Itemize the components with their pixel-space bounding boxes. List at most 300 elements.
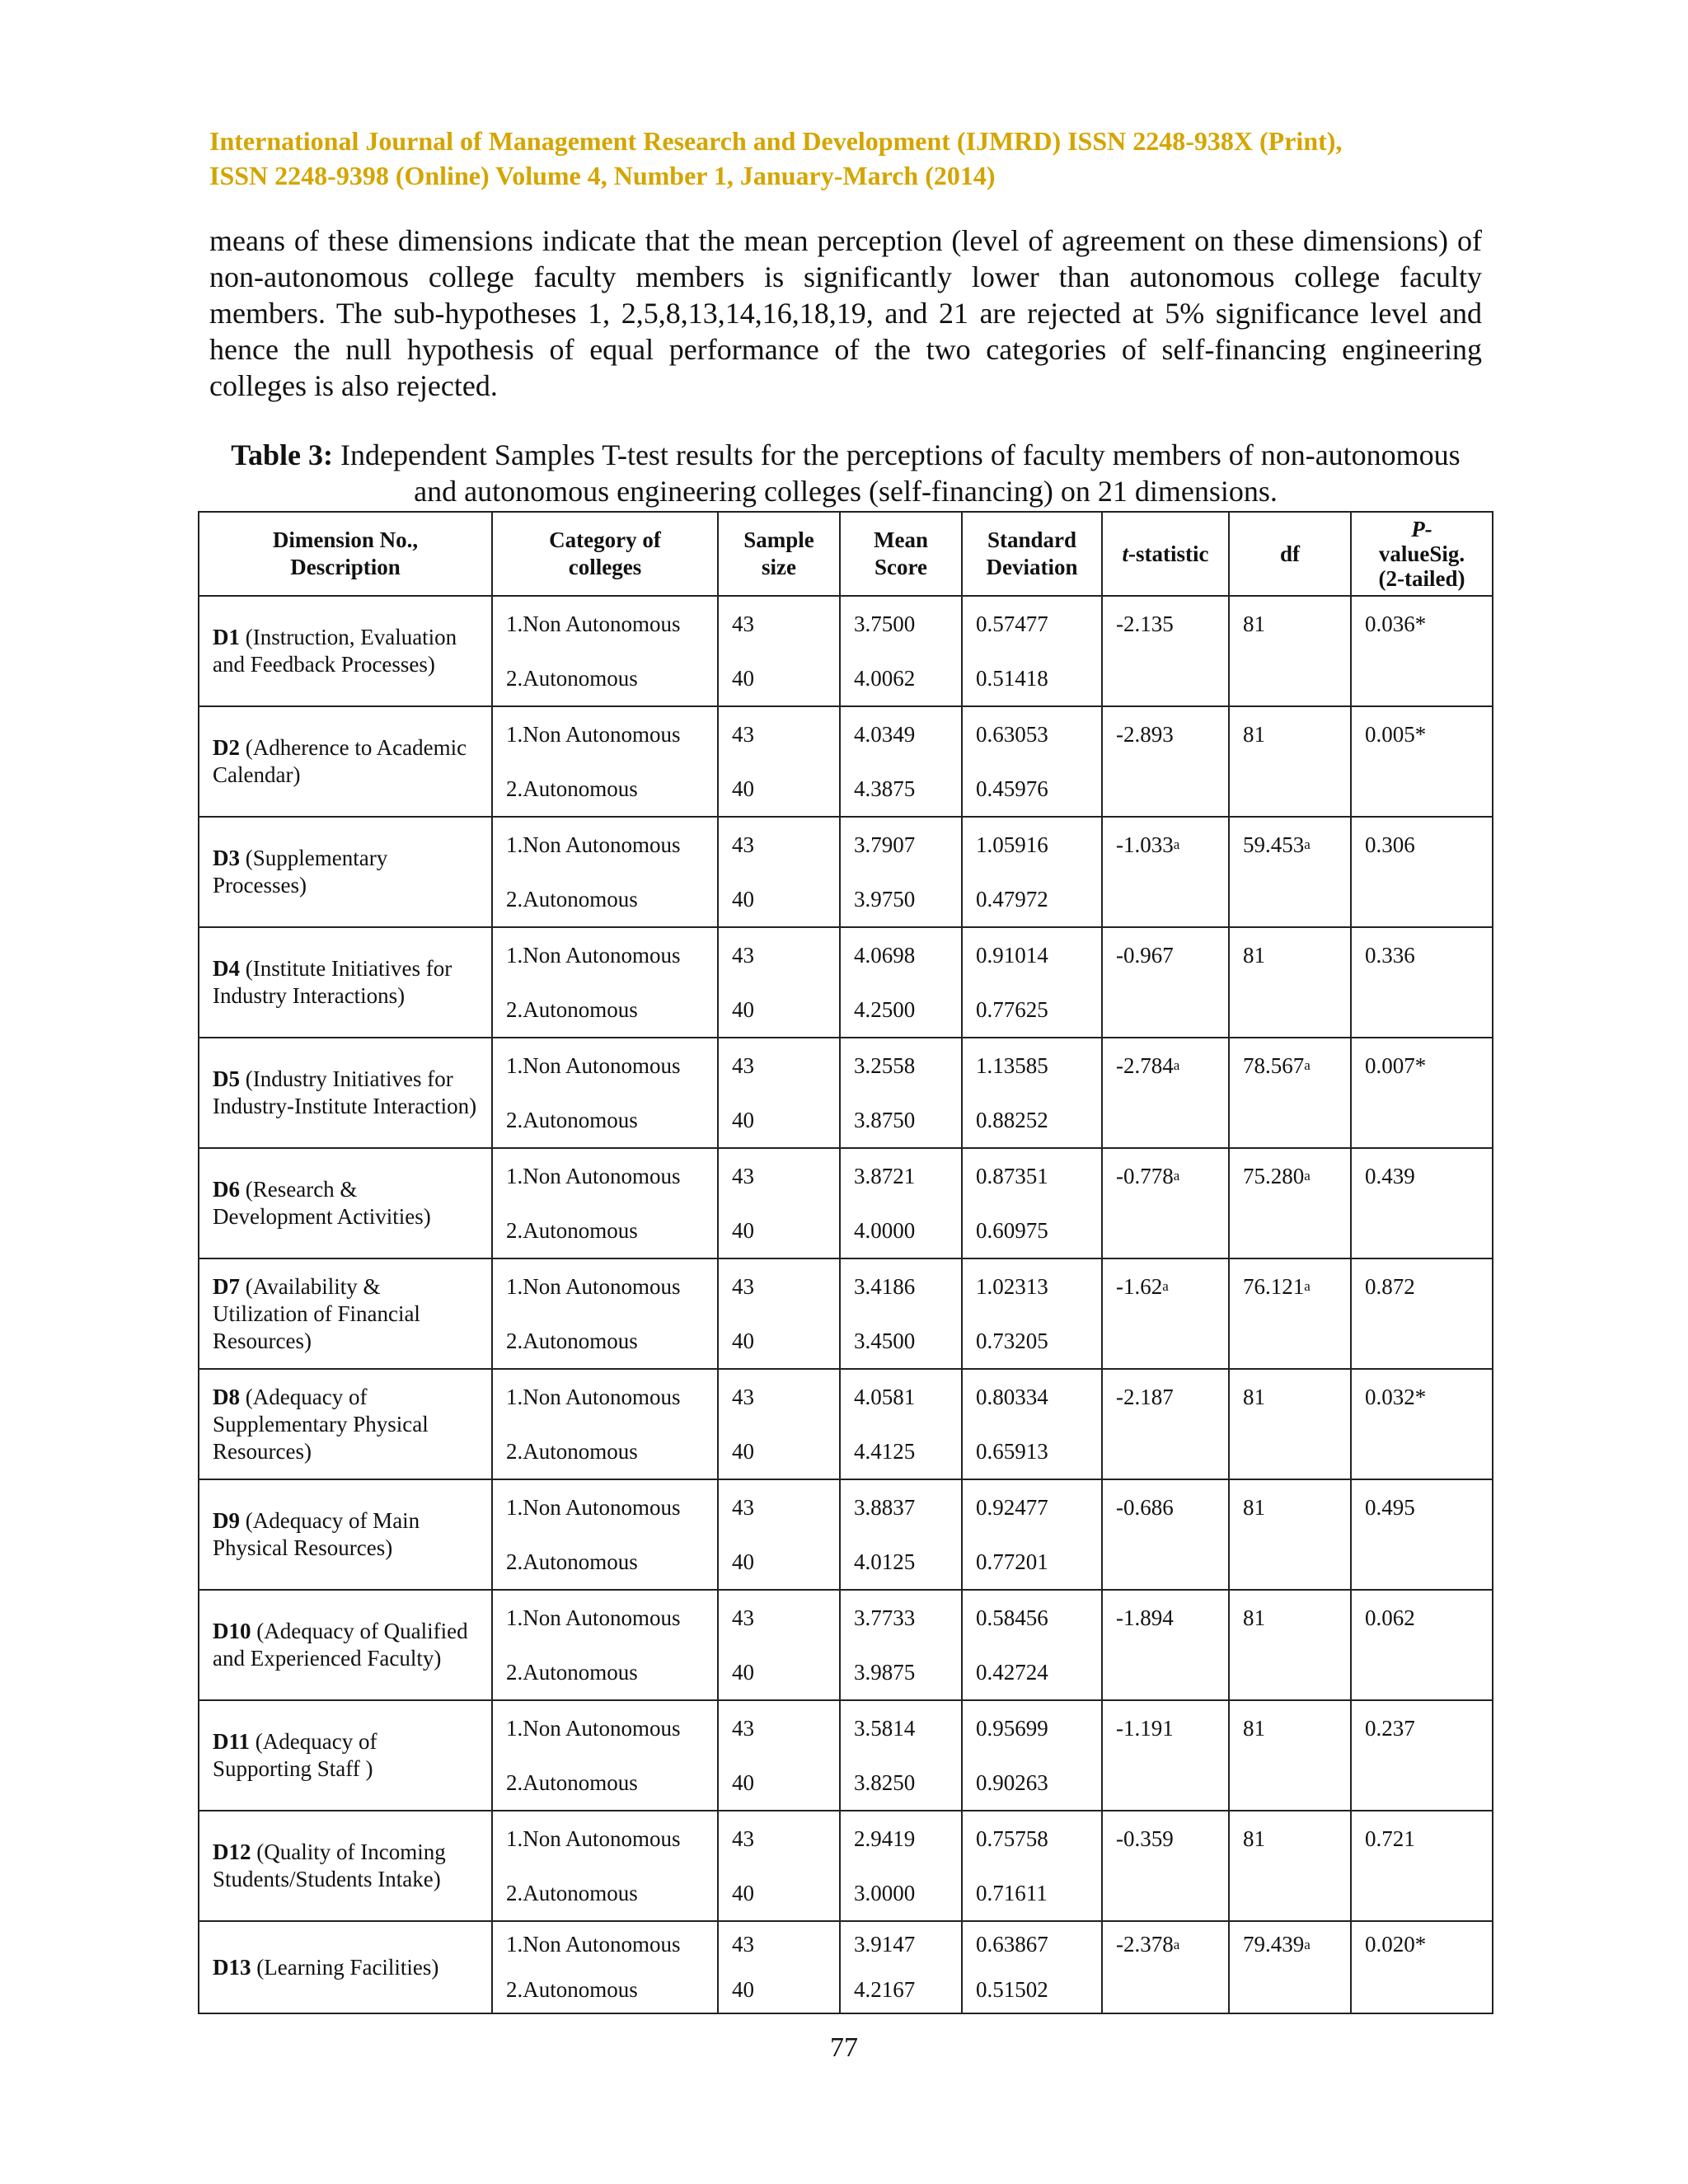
p-value: 0.032* <box>1365 1384 1427 1409</box>
mean-score-cell <box>840 927 962 1038</box>
sample-size-1: 43 <box>732 832 754 857</box>
std-dev-1: 0.63053 <box>976 721 1048 747</box>
sample-size-cell <box>718 927 840 1038</box>
df: 59.453 a <box>1243 832 1311 857</box>
p-value-cell <box>1351 1700 1493 1811</box>
std-dev-2: 0.60975 <box>976 1217 1048 1243</box>
std-dev-1: 0.92477 <box>976 1494 1048 1520</box>
table-caption <box>209 437 1482 509</box>
dimension-cell <box>199 706 492 817</box>
t-statistic: -1.894 <box>1116 1605 1174 1630</box>
dimension-id: D13 <box>213 1954 251 1980</box>
journal-header-line2: ISSN 2248-9398 (Online) Volume 4, Number 1, January-March (2014) <box>209 161 996 190</box>
std-dev-2: 0.65913 <box>976 1438 1048 1464</box>
df-cell <box>1229 1700 1351 1811</box>
sample-size-1: 43 <box>732 1273 754 1299</box>
category-cell <box>492 1921 718 2013</box>
mean-score-2: 4.2500 <box>854 996 916 1022</box>
category-cell <box>492 1811 718 1921</box>
std-dev-1: 1.05916 <box>976 832 1048 857</box>
p-value-cell <box>1351 1369 1493 1479</box>
dimension-desc: (Institute Initiatives for Industry Interactions) <box>213 956 452 1008</box>
col-header-category: Category of colleges <box>492 512 718 596</box>
sample-size-1: 43 <box>732 611 754 636</box>
mean-score-2: 3.9750 <box>854 886 916 912</box>
std-dev-2: 0.77625 <box>976 996 1048 1022</box>
p-value-cell <box>1351 1038 1493 1148</box>
dimension-id: D6 <box>213 1177 240 1202</box>
sample-size-2: 40 <box>732 1217 754 1243</box>
col-header-sample-size: Sample size <box>718 512 840 596</box>
std-dev-1: 0.95699 <box>976 1715 1048 1741</box>
sample-size-2: 40 <box>732 665 754 691</box>
dimension-desc: (Adequacy of Main Physical Resources) <box>213 1508 420 1560</box>
journal-header-line1: International Journal of Management Research and Development (IJMRD) ISSN 2248-938X (Print), <box>209 126 1343 156</box>
df: 78.567 a <box>1243 1052 1311 1078</box>
dimension-cell <box>199 1811 492 1921</box>
mean-score-2: 3.9875 <box>854 1659 916 1685</box>
category-2: 2.Autonomous <box>506 1438 638 1464</box>
dimension-id: D7 <box>213 1273 240 1299</box>
category-2: 2.Autonomous <box>506 1880 638 1905</box>
mean-score-2: 3.4500 <box>854 1328 916 1353</box>
t-statistic: -2.784 a <box>1116 1052 1180 1078</box>
dimension-cell <box>199 596 492 706</box>
category-2: 2.Autonomous <box>506 776 638 801</box>
mean-score-1: 3.8721 <box>854 1163 916 1188</box>
journal-header <box>209 124 1495 193</box>
category-1: 1.Non Autonomous <box>506 721 681 747</box>
p-value: 0.036* <box>1365 611 1427 636</box>
sample-size-2: 40 <box>732 776 754 801</box>
category-cell <box>492 1369 718 1479</box>
category-1: 1.Non Autonomous <box>506 1163 681 1188</box>
df-cell <box>1229 1811 1351 1921</box>
table-row <box>199 1921 1493 2013</box>
t-statistic: -1.62 a <box>1116 1273 1169 1299</box>
col-header-df: df <box>1229 512 1351 596</box>
df: 81 <box>1243 611 1265 636</box>
table-row <box>199 596 1493 706</box>
t-statistic-cell <box>1102 1811 1229 1921</box>
sample-size-cell <box>718 1148 840 1258</box>
mean-score-cell <box>840 1258 962 1369</box>
category-cell <box>492 1479 718 1590</box>
sample-size-1: 43 <box>732 1932 754 1957</box>
mean-score-1: 2.9419 <box>854 1825 916 1851</box>
dimension-desc: (Adequacy of Supplementary Physical Resources) <box>213 1384 429 1464</box>
sample-size-cell <box>718 1258 840 1369</box>
std-dev-cell <box>962 1148 1102 1258</box>
p-value-cell <box>1351 1921 1493 2013</box>
mean-score-cell <box>840 1369 962 1479</box>
dimension-desc: (Instruction, Evaluation and Feedback Processes) <box>213 625 457 677</box>
mean-score-2: 3.8750 <box>854 1107 916 1132</box>
df: 81 <box>1243 1384 1265 1409</box>
sample-size-cell <box>718 1038 840 1148</box>
table-row <box>199 1811 1493 1921</box>
col-header-t-statistic: t-statistic <box>1102 512 1229 596</box>
std-dev-cell <box>962 1590 1102 1700</box>
category-1: 1.Non Autonomous <box>506 1273 681 1299</box>
std-dev-cell <box>962 1921 1102 2013</box>
t-statistic-cell <box>1102 1148 1229 1258</box>
category-2: 2.Autonomous <box>506 1328 638 1353</box>
sample-size-2: 40 <box>732 1769 754 1795</box>
t-statistic-cell <box>1102 596 1229 706</box>
mean-score-1: 3.8837 <box>854 1494 916 1520</box>
category-1: 1.Non Autonomous <box>506 1932 681 1957</box>
sample-size-2: 40 <box>732 1880 754 1905</box>
p-value-cell <box>1351 817 1493 927</box>
p-value: 0.237 <box>1365 1715 1415 1741</box>
mean-score-2: 4.0000 <box>854 1217 916 1243</box>
df-cell <box>1229 817 1351 927</box>
dimension-desc: (Industry Initiatives for Industry-Institute Interaction) <box>213 1066 477 1118</box>
std-dev-cell <box>962 596 1102 706</box>
df: 81 <box>1243 721 1265 747</box>
t-statistic-cell <box>1102 817 1229 927</box>
results-table <box>198 511 1493 2014</box>
sample-size-2: 40 <box>732 1977 754 2002</box>
table-row <box>199 1038 1493 1148</box>
mean-score-2: 4.4125 <box>854 1438 916 1464</box>
dimension-cell <box>199 1700 492 1811</box>
sample-size-cell <box>718 1811 840 1921</box>
dimension-id: D3 <box>213 846 240 870</box>
sample-size-cell <box>718 1590 840 1700</box>
dimension-id: D1 <box>213 625 240 649</box>
mean-score-2: 4.0125 <box>854 1549 916 1574</box>
p-value: 0.007* <box>1365 1052 1427 1078</box>
category-1: 1.Non Autonomous <box>506 1605 681 1630</box>
t-statistic: -0.359 <box>1116 1825 1174 1851</box>
sample-size-cell <box>718 1700 840 1811</box>
df-cell <box>1229 596 1351 706</box>
dimension-id: D2 <box>213 735 240 760</box>
sample-size-2: 40 <box>732 1328 754 1353</box>
std-dev-2: 0.45976 <box>976 776 1048 801</box>
dimension-desc: (Research & Development Activities) <box>213 1177 431 1229</box>
std-dev-cell <box>962 1038 1102 1148</box>
dimension-cell <box>199 1369 492 1479</box>
std-dev-2: 0.73205 <box>976 1328 1048 1353</box>
category-cell <box>492 1038 718 1148</box>
p-value-cell <box>1351 596 1493 706</box>
std-dev-2: 0.77201 <box>976 1549 1048 1574</box>
mean-score-1: 3.9147 <box>854 1932 916 1957</box>
dimension-cell <box>199 1258 492 1369</box>
p-value: 0.062 <box>1365 1605 1415 1630</box>
sample-size-2: 40 <box>732 1107 754 1132</box>
t-statistic-cell <box>1102 1479 1229 1590</box>
category-1: 1.Non Autonomous <box>506 1052 681 1078</box>
df: 81 <box>1243 942 1265 968</box>
sample-size-cell <box>718 706 840 817</box>
df-cell <box>1229 1479 1351 1590</box>
category-cell <box>492 817 718 927</box>
p-value: 0.306 <box>1365 832 1415 857</box>
t-statistic: -1.033 a <box>1116 832 1180 857</box>
body-paragraph: means of these dimensions indicate that the mean perception (level of agreement on these dimensions) of non-autonomous college faculty members is significantly lower than autonomous college faculty members. The sub-hypotheses 1, 2,5,8,13,14,16,18,19, and 21 are rejected at 5% significance level and hence the null hypothesis of equal performance of the two categories of self-financing engineering colleges is also rejected. <box>209 224 1482 402</box>
table-row <box>199 817 1493 927</box>
category-2: 2.Autonomous <box>506 1769 638 1795</box>
category-2: 2.Autonomous <box>506 665 638 691</box>
sample-size-2: 40 <box>732 886 754 912</box>
t-statistic: -2.893 <box>1116 721 1174 747</box>
dimension-desc: (Supplementary Processes) <box>213 846 388 898</box>
dimension-desc: (Adequacy of Qualified and Experienced Faculty) <box>213 1619 468 1671</box>
mean-score-cell <box>840 1700 962 1811</box>
sample-size-2: 40 <box>732 1438 754 1464</box>
dimension-cell <box>199 927 492 1038</box>
category-cell <box>492 1590 718 1700</box>
std-dev-1: 0.87351 <box>976 1163 1048 1188</box>
t-statistic: -2.378 a <box>1116 1932 1180 1957</box>
sample-size-2: 40 <box>732 1549 754 1574</box>
t-statistic-cell <box>1102 1038 1229 1148</box>
mean-score-2: 3.8250 <box>854 1769 916 1795</box>
std-dev-2: 0.71611 <box>976 1880 1048 1905</box>
t-statistic-cell <box>1102 1921 1229 2013</box>
category-2: 2.Autonomous <box>506 1107 638 1132</box>
t-statistic-cell <box>1102 927 1229 1038</box>
dimension-desc: (Adequacy of Supporting Staff ) <box>213 1729 377 1781</box>
mean-score-1: 3.4186 <box>854 1273 916 1299</box>
mean-score-2: 3.0000 <box>854 1880 916 1905</box>
std-dev-1: 0.75758 <box>976 1825 1048 1851</box>
dimension-cell <box>199 1590 492 1700</box>
category-cell <box>492 1148 718 1258</box>
std-dev-2: 0.42724 <box>976 1659 1048 1685</box>
std-dev-1: 0.63867 <box>976 1932 1048 1957</box>
category-cell <box>492 1700 718 1811</box>
sample-size-1: 43 <box>732 1384 754 1409</box>
p-value: 0.336 <box>1365 942 1415 968</box>
t-statistic-cell <box>1102 1590 1229 1700</box>
table-row <box>199 1369 1493 1479</box>
p-value: 0.020* <box>1365 1932 1427 1957</box>
category-cell <box>492 596 718 706</box>
std-dev-cell <box>962 1369 1102 1479</box>
table-caption-text: Independent Samples T-test results for the perceptions of faculty members of non-autonomous and autonomous engineering colleges (self-financing) on 21 dimensions. <box>340 438 1461 508</box>
mean-score-1: 3.7500 <box>854 611 916 636</box>
p-value-cell <box>1351 706 1493 817</box>
category-1: 1.Non Autonomous <box>506 1384 681 1409</box>
page-number: 77 <box>830 2032 858 2063</box>
table-row <box>199 927 1493 1038</box>
df-cell <box>1229 1921 1351 2013</box>
p-value-cell <box>1351 1258 1493 1369</box>
df-cell <box>1229 927 1351 1038</box>
mean-score-cell <box>840 1590 962 1700</box>
dimension-cell <box>199 1038 492 1148</box>
table-body <box>199 596 1493 2013</box>
t-statistic: -0.686 <box>1116 1494 1174 1520</box>
sample-size-1: 43 <box>732 1052 754 1078</box>
t-statistic-cell <box>1102 706 1229 817</box>
mean-score-cell <box>840 596 962 706</box>
t-statistic: -2.187 <box>1116 1384 1174 1409</box>
sample-size-cell <box>718 817 840 927</box>
mean-score-1: 4.0349 <box>854 721 916 747</box>
dimension-id: D10 <box>213 1619 251 1643</box>
sample-size-2: 40 <box>732 996 754 1022</box>
category-1: 1.Non Autonomous <box>506 1494 681 1520</box>
std-dev-cell <box>962 1811 1102 1921</box>
table-caption-label: Table 3: <box>231 438 333 471</box>
t-statistic: -1.191 <box>1116 1715 1174 1741</box>
p-value: 0.005* <box>1365 721 1427 747</box>
std-dev-1: 1.13585 <box>976 1052 1048 1078</box>
table-row <box>199 1700 1493 1811</box>
table-row <box>199 706 1493 817</box>
sample-size-2: 40 <box>732 1659 754 1685</box>
sample-size-cell <box>718 596 840 706</box>
t-statistic-cell <box>1102 1369 1229 1479</box>
mean-score-2: 4.0062 <box>854 665 916 691</box>
col-header-p-value: P- valueSig. (2-tailed) <box>1351 512 1493 596</box>
sample-size-1: 43 <box>732 1715 754 1741</box>
std-dev-2: 0.51502 <box>976 1977 1048 2002</box>
dimension-cell <box>199 1921 492 2013</box>
df: 75.280 a <box>1243 1163 1311 1188</box>
sample-size-1: 43 <box>732 1494 754 1520</box>
sample-size-1: 43 <box>732 1605 754 1630</box>
dimension-cell <box>199 1479 492 1590</box>
table-row <box>199 1479 1493 1590</box>
dimension-id: D5 <box>213 1066 240 1091</box>
df-cell <box>1229 1038 1351 1148</box>
category-cell <box>492 927 718 1038</box>
df-cell <box>1229 1369 1351 1479</box>
dimension-desc: (Quality of Incoming Students/Students Intake) <box>213 1840 446 1891</box>
dimension-id: D4 <box>213 956 240 981</box>
p-value-cell <box>1351 1811 1493 1921</box>
df: 81 <box>1243 1825 1265 1851</box>
std-dev-cell <box>962 927 1102 1038</box>
category-1: 1.Non Autonomous <box>506 611 681 636</box>
col-header-std-dev: Standard Deviation <box>962 512 1102 596</box>
std-dev-2: 0.90263 <box>976 1769 1048 1795</box>
p-value: 0.495 <box>1365 1494 1415 1520</box>
category-1: 1.Non Autonomous <box>506 1825 681 1851</box>
p-value-cell <box>1351 1148 1493 1258</box>
t-statistic: -0.778 a <box>1116 1163 1180 1188</box>
col-header-dimension: Dimension No., Description <box>199 512 492 596</box>
table-row <box>199 1590 1493 1700</box>
p-value-cell <box>1351 1590 1493 1700</box>
sample-size-1: 43 <box>732 721 754 747</box>
mean-score-2: 4.2167 <box>854 1977 916 2002</box>
p-value: 0.872 <box>1365 1273 1415 1299</box>
category-2: 2.Autonomous <box>506 886 638 912</box>
df: 76.121 a <box>1243 1273 1311 1299</box>
df-cell <box>1229 706 1351 817</box>
dimension-desc: (Adherence to Academic Calendar) <box>213 735 467 787</box>
std-dev-2: 0.47972 <box>976 886 1048 912</box>
std-dev-1: 1.02313 <box>976 1273 1048 1299</box>
mean-score-cell <box>840 1479 962 1590</box>
dimension-id: D9 <box>213 1508 240 1533</box>
std-dev-cell <box>962 817 1102 927</box>
std-dev-cell <box>962 1700 1102 1811</box>
df-cell <box>1229 1258 1351 1369</box>
dimension-desc: (Availability & Utilization of Financial Resources) <box>213 1273 420 1353</box>
sample-size-1: 43 <box>732 1825 754 1851</box>
p-value: 0.721 <box>1365 1825 1415 1851</box>
dimension-id: D11 <box>213 1729 251 1754</box>
mean-score-1: 3.5814 <box>854 1715 916 1741</box>
mean-score-cell <box>840 1148 962 1258</box>
std-dev-1: 0.91014 <box>976 942 1048 968</box>
category-2: 2.Autonomous <box>506 1659 638 1685</box>
df-cell <box>1229 1148 1351 1258</box>
t-statistic: -0.967 <box>1116 942 1174 968</box>
sample-size-1: 43 <box>732 1163 754 1188</box>
category-1: 1.Non Autonomous <box>506 1715 681 1741</box>
dimension-id: D12 <box>213 1840 251 1864</box>
dimension-id: D8 <box>213 1384 240 1409</box>
p-value: 0.439 <box>1365 1163 1415 1188</box>
dimension-cell <box>199 1148 492 1258</box>
header-row <box>199 512 1493 596</box>
mean-score-cell <box>840 817 962 927</box>
mean-score-cell <box>840 1811 962 1921</box>
std-dev-cell <box>962 1258 1102 1369</box>
df-cell <box>1229 1590 1351 1700</box>
df: 81 <box>1243 1715 1265 1741</box>
mean-score-2: 4.3875 <box>854 776 916 801</box>
std-dev-2: 0.51418 <box>976 665 1048 691</box>
mean-score-cell <box>840 1038 962 1148</box>
category-1: 1.Non Autonomous <box>506 942 681 968</box>
mean-score-1: 3.2558 <box>854 1052 916 1078</box>
p-value-cell <box>1351 927 1493 1038</box>
table-row <box>199 1148 1493 1258</box>
df: 81 <box>1243 1494 1265 1520</box>
std-dev-cell <box>962 1479 1102 1590</box>
std-dev-1: 0.58456 <box>976 1605 1048 1630</box>
std-dev-1: 0.57477 <box>976 611 1048 636</box>
dimension-desc: (Learning Facilities) <box>256 1954 439 1980</box>
t-statistic-cell <box>1102 1700 1229 1811</box>
category-2: 2.Autonomous <box>506 1217 638 1243</box>
std-dev-2: 0.88252 <box>976 1107 1048 1132</box>
mean-score-1: 4.0698 <box>854 942 916 968</box>
df: 79.439 a <box>1243 1932 1311 1957</box>
sample-size-cell <box>718 1479 840 1590</box>
t-statistic: -2.135 <box>1116 611 1174 636</box>
t-statistic-cell <box>1102 1258 1229 1369</box>
dimension-cell <box>199 817 492 927</box>
mean-score-1: 4.0581 <box>854 1384 916 1409</box>
table-row <box>199 1258 1493 1369</box>
mean-score-cell <box>840 706 962 817</box>
category-2: 2.Autonomous <box>506 1549 638 1574</box>
col-header-mean-score: Mean Score <box>840 512 962 596</box>
p-value-cell <box>1351 1479 1493 1590</box>
mean-score-1: 3.7907 <box>854 832 916 857</box>
category-cell <box>492 1258 718 1369</box>
category-cell <box>492 706 718 817</box>
df: 81 <box>1243 1605 1265 1630</box>
std-dev-cell <box>962 706 1102 817</box>
category-1: 1.Non Autonomous <box>506 832 681 857</box>
std-dev-1: 0.80334 <box>976 1384 1048 1409</box>
sample-size-1: 43 <box>732 942 754 968</box>
category-2: 2.Autonomous <box>506 996 638 1022</box>
